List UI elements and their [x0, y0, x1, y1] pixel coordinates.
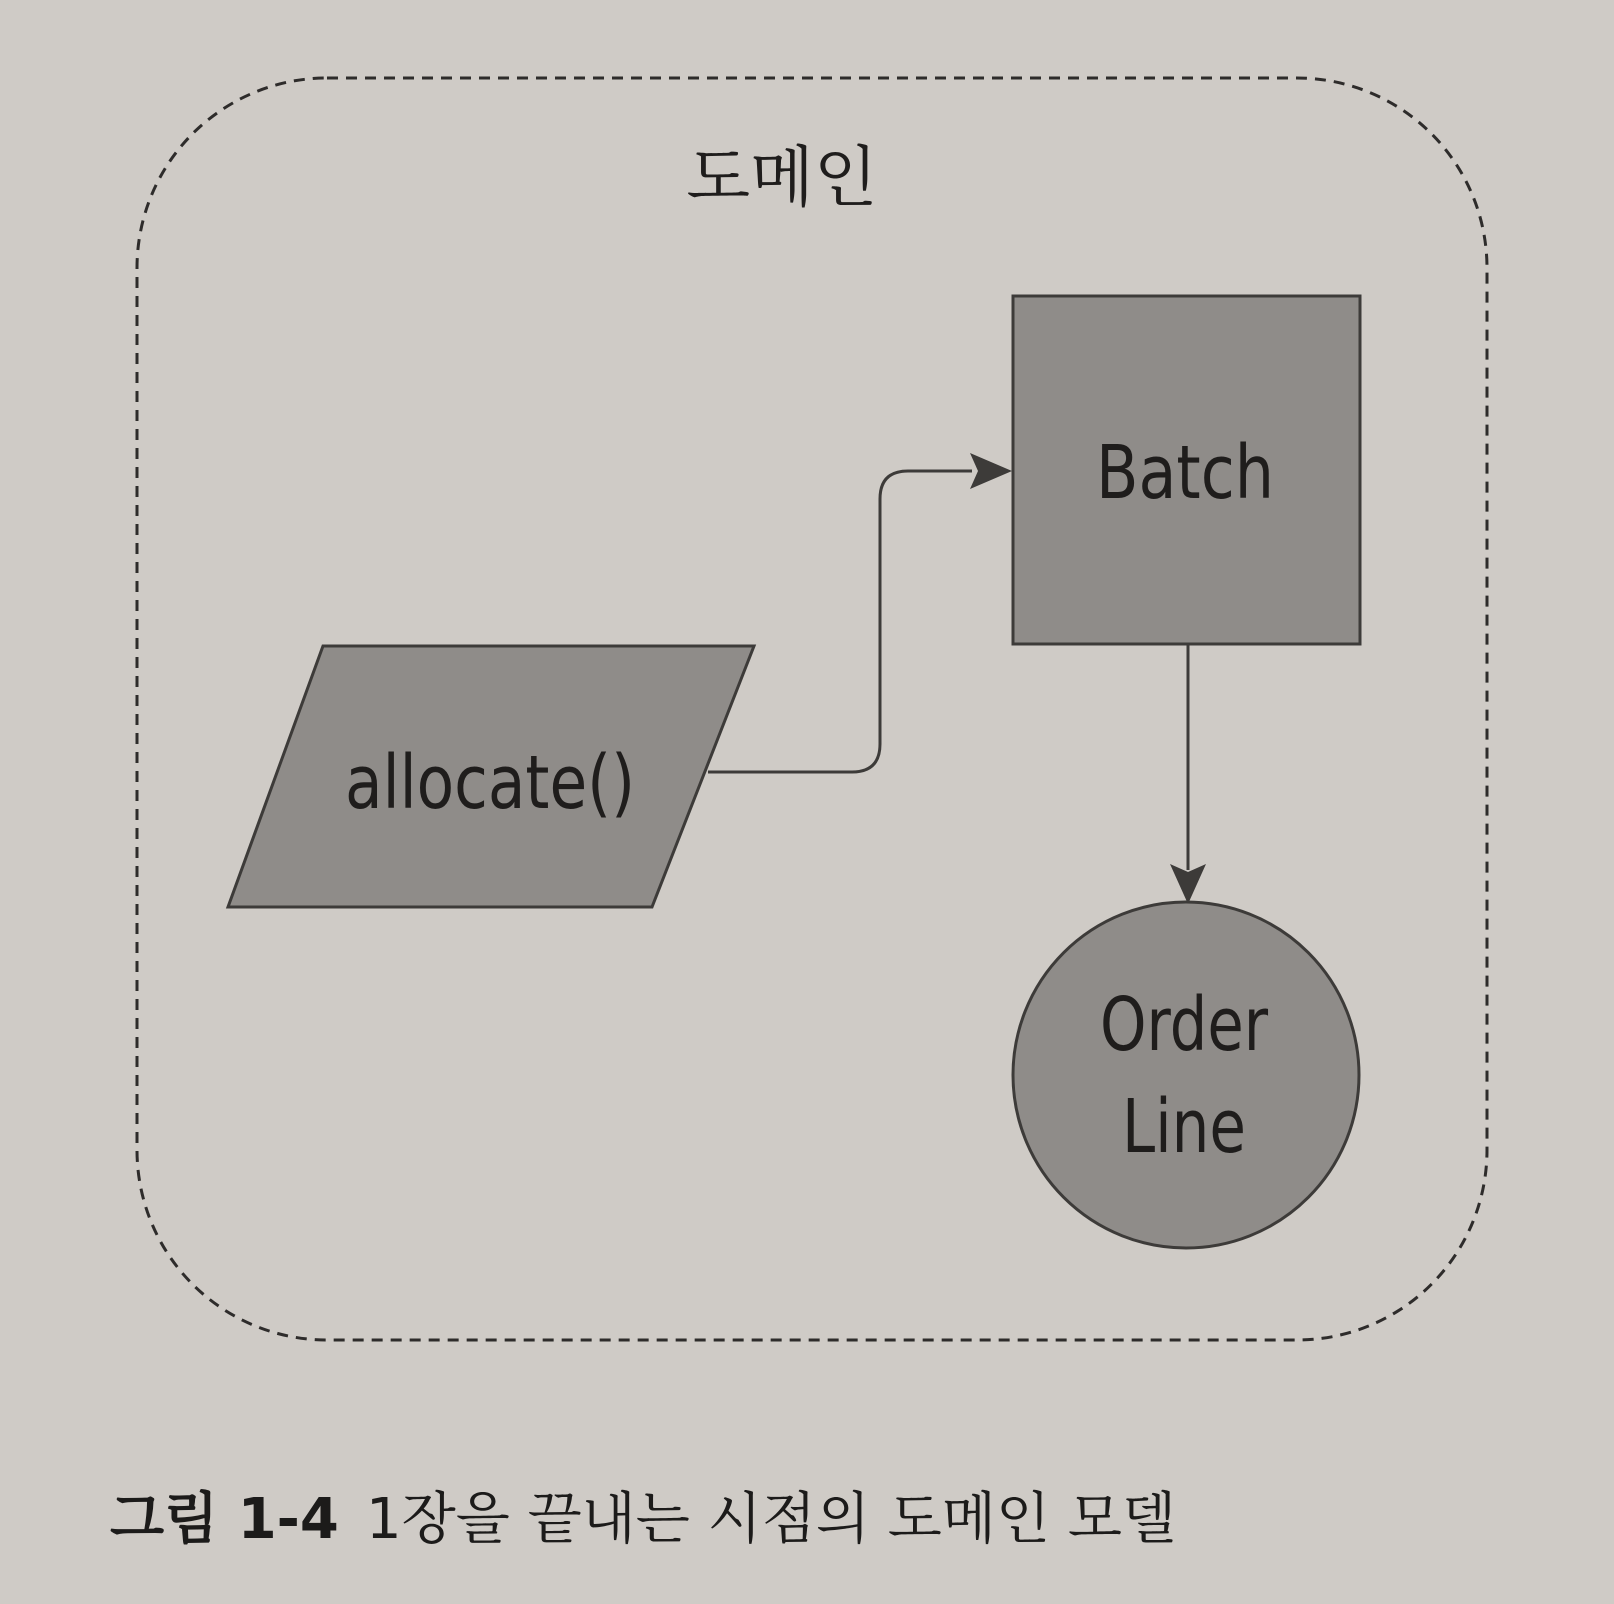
order-line-node-label-line2: Line — [1122, 1084, 1246, 1170]
allocate-to-batch-arrowhead — [970, 453, 1012, 489]
allocate-node-label: allocate() — [345, 740, 635, 826]
batch-node-label: Batch — [1096, 430, 1274, 516]
figure-caption — [110, 1487, 1176, 1552]
allocate-to-batch-arrow — [708, 471, 972, 772]
order-line-node — [1013, 902, 1359, 1248]
domain-boundary-label: 도메인 — [686, 139, 878, 216]
figure-caption-text: 1장을 끝내는 시점의 도메인 모델 — [365, 1487, 1177, 1552]
order-line-node-label-line1: Order — [1100, 982, 1269, 1068]
figure-number: 그림 1-4 — [110, 1487, 339, 1552]
